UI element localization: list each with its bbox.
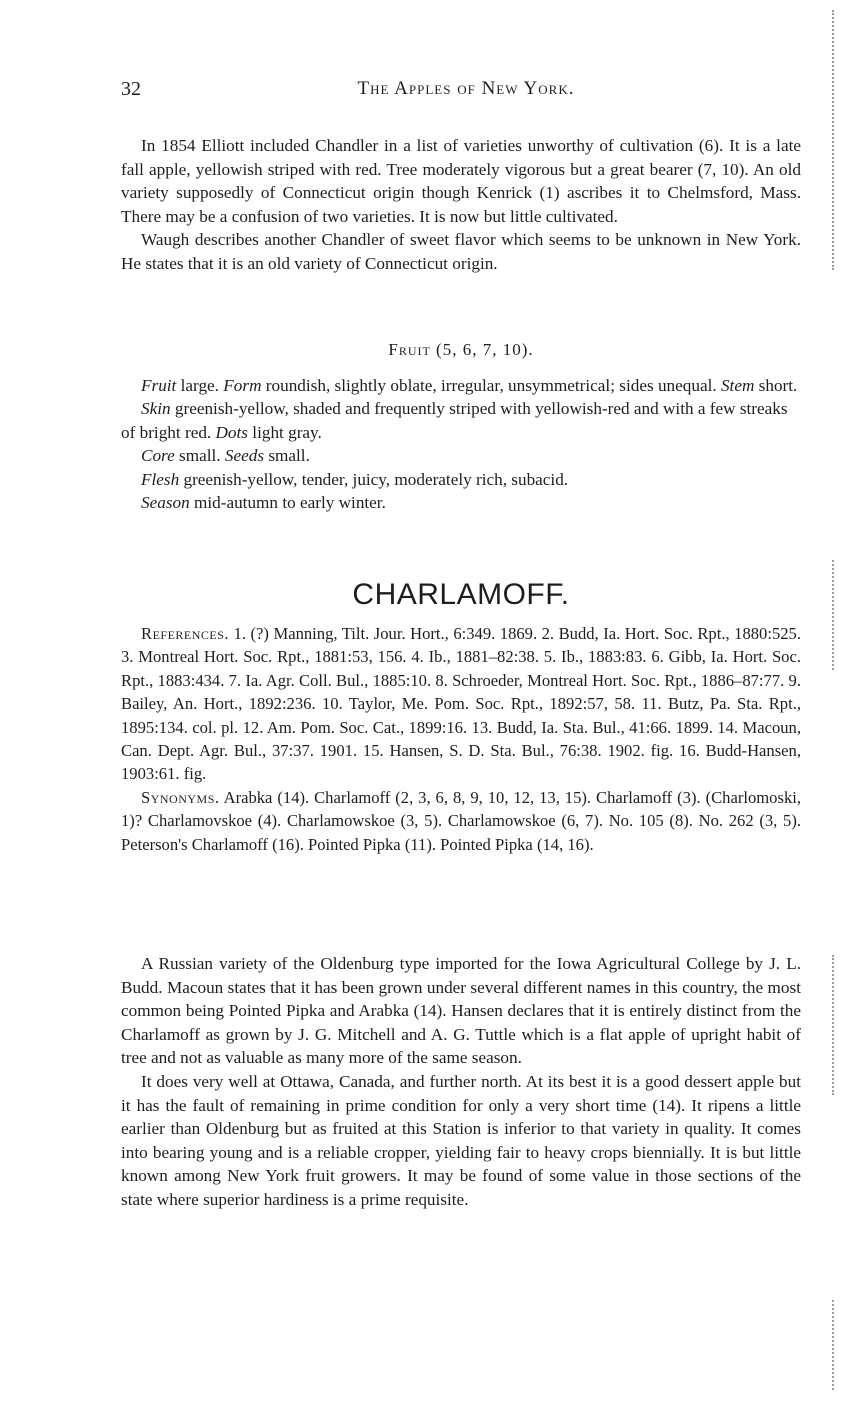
page-edge-mark: [832, 10, 837, 270]
variety-title: CHARLAMOFF.: [352, 578, 570, 611]
page-header: [121, 78, 811, 104]
fruit-line: Skin greenish-yellow, shaded and frequently striped with yellowish-red and with a few streaks of bright red. Dots light gray.: [121, 399, 788, 442]
field-label: Dots: [215, 422, 248, 442]
references-label: References.: [141, 624, 230, 643]
field-label: Core: [141, 446, 175, 466]
variety-description: [121, 952, 801, 1212]
synonyms-paragraph: [121, 786, 801, 856]
intro-paragraph: Waugh describes another Chandler of sweet flavor which seems to be unknown in New York. He states that it is an old variety of Connecticut origin.: [121, 230, 801, 273]
fruit-line: Core small. Seeds small.: [141, 446, 310, 466]
page-edge-mark: [832, 955, 837, 1095]
page-edge-mark: [832, 560, 837, 670]
fruit-heading: Fruit (5, 6, 7, 10).: [388, 340, 534, 359]
fruit-line: Fruit large. Form roundish, slightly oblate, irregular, unsymmetrical; sides unequal. Stem short.: [141, 376, 798, 395]
references-text: 1. (?) Manning, Tilt. Jour. Hort., 6:349. 1869. 2. Budd, Ia. Hort. Soc. Rpt., 1880:525. 3. Montreal Hort. Soc. Rpt., 1881:53, 156. 4. Ib., 1881–82:38. 5. Ib., 1883:83. 6. Gibb, Ia. Hort. Soc. Rpt., 1883:434. 7. Ia. Agr. Coll. Bul., 1885:10. 8. Schroeder, Montreal Hort. Soc. Rpt., 1886–87:77. 9. Bailey, An. Hort., 1892:236. 10. Taylor, Me. Pom. Soc. Rpt., 1892:57, 58. 11. Butz, Pa. Sta. Rpt., 1895:134. col. pl. 12. Am. Pom. Soc. Cat., 1899:16. 13. Budd, Ia. Sta. Bul., 41:66. 1899. 14. Macoun, Can. Dept. Agr. Bul., 37:37. 1901. 15. Hansen, S. D. Sta. Bul., 76:38. 1902. fig. 16. Budd-Hansen, 1903:61. fig.: [121, 624, 801, 784]
intro-paragraph: In 1854 Elliott included Chandler in a list of varieties unworthy of cultivation (6). It is a late fall apple, yellowish striped with red. Tree moderately vigorous but a great bearer (7, 10). An old variety supposedly of Connecticut origin though Kenrick (1) ascribes it to Chelmsford, Mass. There may be a confusion of two varieties. It is now but little cultivated.: [121, 136, 801, 226]
page-number: 32: [121, 78, 141, 100]
field-label: Flesh: [141, 469, 180, 489]
field-label: Stem: [720, 376, 755, 395]
synonyms-text: Arabka (14). Charlamoff (2, 3, 6, 8, 9, 10, 12, 13, 15). Charlamoff (3). (Charlomoski, 1)? Charlamovskoe (4). Charlamowskoe (3, 5). Charlamowskoe (6, 7). No. 105 (8). No. 262 (3, 5). Peterson's Charlamoff (16). Pointed Pipka (11). Pointed Pipka (14, 16).: [121, 787, 801, 854]
field-label: Skin: [141, 399, 171, 419]
fruit-line: Flesh greenish-yellow, tender, juicy, moderately rich, subacid.: [141, 469, 569, 489]
field-label: Fruit: [141, 376, 177, 395]
field-label: Form: [223, 376, 262, 395]
running-title: The Apples of New York.: [357, 78, 575, 99]
field-label: Seeds: [224, 446, 265, 466]
field-label: Season: [141, 493, 190, 513]
references-paragraph: [121, 622, 801, 786]
page-edge-mark: [832, 1300, 837, 1390]
description-paragraph: A Russian variety of the Oldenburg type imported for the Iowa Agricultural College by J. L. Budd. Macoun states that it has been grown under several different names in this country, the most common being Pointed Pipka and Arabka (14). Hansen declares that it is entirely distinct from the Charlamoff as grown by J. G. Mitchell and A. G. Tuttle which is a flat apple of upright habit of tree and not as valuable as many more of the same season.: [121, 954, 801, 1068]
description-paragraph: It does very well at Ottawa, Canada, and further north. At its best it is a good dessert apple but it has the fault of remaining in prime condition for only a very short time (14). It ripens a little earlier than Oldenburg but as fruited at this Station is inferior to that variety in quality. It comes into bearing young and is a reliable cropper, yielding fair to heavy crops biennially. It is but little known among New York fruit growers. It may be found of some value in those sections of the state where superior hardiness is a prime requisite.: [121, 1071, 801, 1209]
fruit-line: Season mid-autumn to early winter.: [141, 493, 386, 513]
synonyms-label: Synonyms.: [141, 787, 220, 807]
references-block: [121, 622, 801, 856]
fruit-description: [121, 374, 801, 514]
intro-text: [121, 134, 801, 276]
